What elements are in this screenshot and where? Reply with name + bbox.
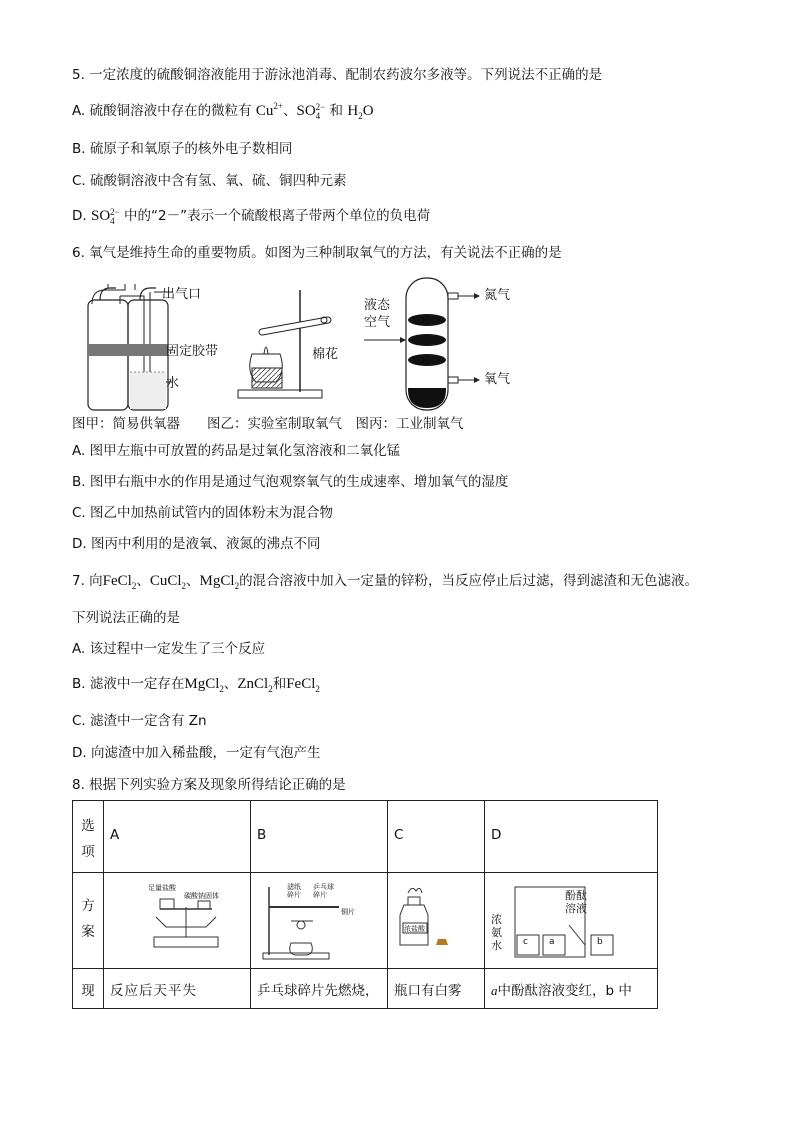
- q6-stem: 6. 氧气是维持生命的重要物质。如图为三种制取氧气的方法，有关说法不正确的是: [72, 245, 562, 261]
- q7-option-a: A. 该过程中一定发生了三个反应: [72, 641, 266, 657]
- label-cotton: 棉花: [312, 347, 339, 362]
- obs-a: 反应后天平失: [110, 983, 197, 999]
- balance-icon: [148, 893, 228, 953]
- label-nitrogen: 氮气: [484, 288, 511, 303]
- q5-option-c: C. 硫酸铜溶液中含有氢、氧、硫、铜四种元素: [72, 173, 347, 189]
- burner-apparatus-icon: [261, 883, 351, 963]
- obs-label: 现: [81, 983, 95, 999]
- obs-d: a中酚酞溶液变红，b 中: [491, 983, 632, 999]
- plan-d-cell: 酚酞 溶液 浓 氨 水 c a b: [485, 873, 658, 969]
- q7-stem-2: 下列说法正确的是: [72, 610, 180, 626]
- plan-label-cell: 方 案: [73, 873, 104, 969]
- q8-stem: 8. 根据下列实验方案及现象所得结论正确的是: [72, 777, 346, 793]
- table-plan-row: [73, 873, 658, 969]
- label-water: 水: [166, 376, 180, 391]
- q6-caption: 图甲：简易供氧器 图乙：实验室制取氧气 图丙：工业制氧气: [72, 416, 464, 432]
- header-c: C: [394, 827, 404, 843]
- q6-option-c: C. 图乙中加热前试管内的固体粉末为混合物: [72, 505, 334, 521]
- q6-option-d: D. 图丙中利用的是液氧、液氮的沸点不同: [72, 536, 321, 552]
- q5-option-a: A. 硫酸铜溶液中存在的微粒有 $Cu^{2+}$、SO 2− 4 和 $H_2O$: [72, 101, 374, 121]
- label-liquid-air-1: 液态: [364, 298, 391, 313]
- table-observation-row: [73, 969, 658, 1009]
- q5-stem: 5. 一定浓度的硫酸铜溶液能用于游泳池消毒、配制农药波尔多液等。下列说法不正确的是: [72, 67, 603, 83]
- q7-option-c: C. 滤渣中一定含有 Zn: [72, 713, 207, 729]
- q6-option-a: A. 图甲左瓶中可放置的药品是过氧化氢溶液和二氧化锰: [72, 443, 401, 459]
- plan-b-cell: 滤纸 碎片 乒乓球 碎片 铜片: [251, 873, 388, 969]
- header-option-cell: 选 项: [73, 801, 104, 873]
- header-a: A: [110, 827, 120, 843]
- label-tape: 固定胶带: [166, 344, 219, 359]
- header-b: B: [257, 827, 267, 843]
- hcl-bottle-icon: [394, 883, 474, 963]
- q7-option-b: B. 滤液中一定存在MgCl$_2$、ZnCl$_2$和FeCl$_2$: [72, 676, 320, 694]
- label-oxygen: 氧气: [484, 372, 511, 387]
- q7-stem: 7. 向FeCl$_2$、CuCl$_2$、MgCl$_2$的混合溶液中加入一定量的锌粉，当反应停止后过滤，得到滤渣和无色滤液。: [72, 573, 699, 591]
- obs-b: 乒乓球碎片先燃烧，: [257, 983, 379, 999]
- table-header-row: [73, 801, 658, 873]
- plan-a-cell: 足量盐酸 碳酸钠固体: [104, 873, 251, 969]
- label-outlet: 出气口: [162, 287, 202, 302]
- q6-option-b: B. 图甲右瓶中水的作用是通过气泡观察氧气的生成速率、增加氧气的湿度: [72, 474, 509, 490]
- header-d: D: [491, 827, 502, 843]
- plan-c-cell: 浓盐酸: [388, 873, 485, 969]
- q8-table: [72, 800, 658, 1009]
- label-liquid-air-2: 空气: [364, 315, 391, 330]
- q5-option-b: B. 硫原子和氧原子的核外电子数相同: [72, 141, 293, 157]
- q5-option-d: D. SO 2− 4 中的“2－”表示一个硫酸根离子带两个单位的负电荷: [72, 206, 431, 226]
- q7-option-d: D. 向滤渣中加入稀盐酸，一定有气泡产生: [72, 745, 321, 761]
- obs-c: 瓶口有白雾: [394, 983, 462, 999]
